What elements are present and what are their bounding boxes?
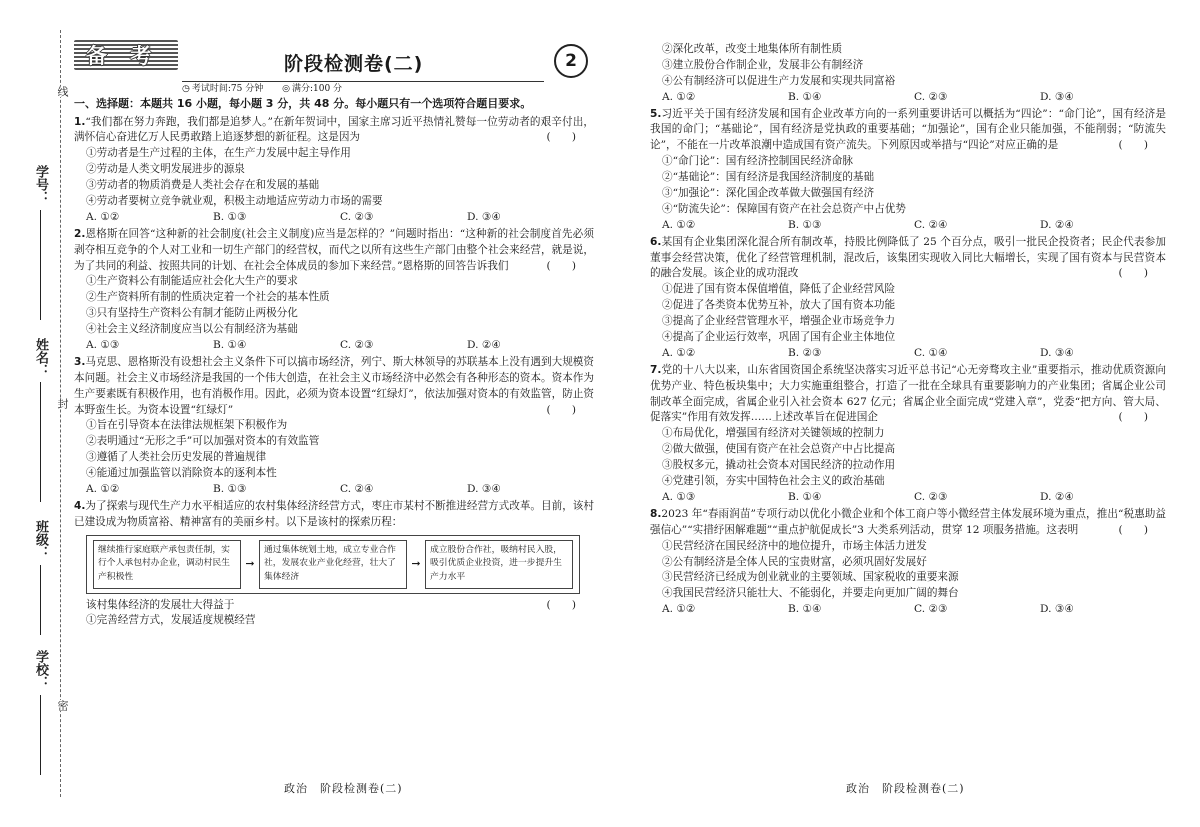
- choices: [650, 90, 1166, 106]
- question-number: 3.: [74, 355, 86, 368]
- choice-a: A. ①②: [662, 603, 696, 616]
- choice-a: A. ①②: [86, 482, 120, 495]
- choice-c: C. ②③: [914, 90, 948, 103]
- option: ①完善经营方式，发展适度规模经营: [86, 614, 256, 627]
- exam-title: 阶段检测卷(二): [284, 53, 424, 75]
- option: ④党建引领，夯实中国特色社会主义的政治基础: [662, 475, 885, 488]
- option: ②表明通过“无形之手”可以加强对资本的有效监管: [86, 435, 320, 448]
- option: ②“基础论”：国有经济是我国经济制度的基础: [662, 171, 875, 184]
- logo-text: 备 考: [86, 44, 160, 68]
- choice-b: B. ①③: [788, 218, 822, 231]
- option: ①劳动者是生产过程的主体，在生产力发展中起主导作用: [86, 147, 351, 160]
- name-label: 姓名：: [33, 338, 48, 377]
- question-4: [74, 499, 594, 629]
- question-6: [650, 235, 1166, 362]
- question-stem: [74, 115, 594, 147]
- student-id-label: 学号：: [33, 165, 48, 204]
- choice-a: A. ①③: [662, 490, 696, 503]
- clock-icon: ◷: [182, 84, 190, 94]
- question-2: [74, 227, 594, 354]
- reform-flow-chart: [86, 535, 580, 594]
- option: ②做大做强，使国有资产在社会总资产中占比提高: [662, 443, 896, 456]
- school-line: [40, 695, 41, 775]
- option: ①旨在引导资本在法律法规框架下积极作为: [86, 419, 288, 432]
- option: ④“防流失论”：保障国有资产在社会总资产中占优势: [662, 202, 906, 215]
- option: ①促进了国有资本保值增值，降低了企业经营风险: [662, 283, 896, 296]
- answer-bracket: ( ): [1118, 523, 1148, 536]
- option: ③遵循了人类社会历史发展的普遍规律: [86, 451, 267, 464]
- choices: [650, 602, 1166, 618]
- choice-d: D. ②④: [1040, 218, 1074, 231]
- option: ②劳动是人类文明发展进步的源泉: [86, 163, 245, 176]
- option: ③只有坚持生产资料公有制才能防止两极分化: [86, 307, 298, 320]
- option: ③提高了企业经营管理水平，增强企业市场竞争力: [662, 315, 896, 328]
- question-stem: [650, 363, 1166, 427]
- question-number: 8.: [650, 507, 662, 520]
- arrow-right-icon: ➞: [245, 556, 255, 570]
- choice-c: C. ②③: [340, 210, 374, 223]
- choices: [74, 482, 594, 498]
- option: ④劳动者要树立竞争就业观，积极主动地适应劳动力市场的需要: [86, 194, 383, 207]
- logo: [74, 40, 178, 70]
- option: ④公有制经济可以促进生产力发展和实现共同富裕: [662, 74, 896, 87]
- choices: [74, 338, 594, 354]
- choice-d: D. ②④: [467, 338, 501, 351]
- choice-d: D. ③④: [1040, 346, 1074, 359]
- exam-score: [282, 84, 342, 94]
- choice-b: B. ①④: [213, 338, 247, 351]
- exam-time: [182, 84, 263, 94]
- option: ③“加强论”：深化国企改革做大做强国有经济: [662, 187, 875, 200]
- arrow-right-icon: ➞: [411, 556, 421, 570]
- binding-margin: [0, 0, 69, 827]
- exam-number-badge: 2: [554, 44, 588, 78]
- option: ④社会主义经济制度应当以公有制经济为基础: [86, 323, 298, 336]
- choice-c: C. ②③: [340, 338, 374, 351]
- question-text: 某国有企业集团深化混合所有制改革，持股比例降低了 25 个百分点，吸引一批民企投资者；民企代表参加董事会经营决策，优化了经营管理机制，混改后，该集团实现收入同比大幅增长，实现了国有资本与民营资本的融合发展。该企业的成功混改: [650, 235, 1166, 280]
- choice-a: A. ①②: [662, 90, 696, 103]
- footer-left: 政治 阶段检测卷(二): [284, 782, 403, 795]
- score-icon: ◎: [282, 84, 290, 94]
- option: ②促进了各类资本优势互补，放大了国有资本功能: [662, 299, 896, 312]
- question-tail: [74, 598, 594, 614]
- question-number: 2.: [74, 227, 86, 240]
- exam-time-text: 考试时间:75 分钟: [191, 84, 264, 94]
- name-line: [40, 382, 41, 502]
- question-number: 5.: [650, 107, 662, 120]
- option: ④提高了企业运行效率，巩固了国有企业主体地位: [662, 331, 896, 344]
- question-text: 习近平关于国有经济发展和国有企业改革方向的一系列重要讲话可以概括为“四论”：“命门论”，国有经济是我国的命门；“基础论”，国有经济是党执政的重要基础；“加强论”，国有企业只能加强，不能削弱；“防流失论”，不能在一片改革浪潮中造成国有资产流失。下列原因或举措与“四论”对应正确的是: [650, 107, 1166, 152]
- question-5: [650, 107, 1166, 234]
- question-tail-text: 该村集体经济的发展壮大得益于: [86, 598, 235, 611]
- seal-char-secret: 密: [50, 700, 70, 711]
- question-1: [74, 115, 594, 226]
- choice-c: C. ②③: [914, 490, 948, 503]
- choice-a: A. ①②: [662, 218, 696, 231]
- option: ③民营经济已经成为创业就业的主要领域、国家税收的重要来源: [662, 571, 959, 584]
- question-text: 2023 年“春雨润苗”专项行动以优化小微企业和个体工商户等小微经营主体发展环境为重点，推出“税惠助益强信心”“实措纾困解难题”“重点护航促成长”3 大类系列活动，贯穿 12 项服务措施。这表明: [650, 507, 1166, 536]
- seal-char-seal: 封: [50, 398, 70, 409]
- answer-bracket: ( ): [546, 598, 576, 611]
- choice-d: D. ②④: [1040, 490, 1074, 503]
- flow-step-2: 通过集体统划土地，成立专业合作社，发展农业产业化经营，壮大了集体经济: [259, 540, 407, 589]
- question-4-continued: [650, 42, 1166, 106]
- choices: [650, 490, 1166, 506]
- choice-c: C. ②④: [914, 218, 948, 231]
- choice-a: A. ①③: [86, 338, 120, 351]
- question-text: 恩格斯在回答“这种新的社会制度(社会主义制度)应当是怎样的？”问题时指出：“这种新的社会制度首先必须剥夺相互竞争的个人对工业和一切生产部门的经营权，而代之以所有这些生产部门由整个社会来经营，就是说，为了共同的利益、按照共同的计划、在社会全体成员的参加下来经营。”恩格斯的回答告诉我们: [74, 227, 594, 272]
- choice-d: D. ③④: [467, 482, 501, 495]
- question-number: 4.: [74, 499, 86, 512]
- choice-b: B. ①③: [213, 482, 247, 495]
- answer-bracket: ( ): [546, 403, 576, 416]
- flow-step-1: 继续推行家庭联产承包责任制，实行个人承包村办企业，调动村民生产积极性: [93, 540, 241, 589]
- section-heading: 一、选择题：本题共 16 小题，每小题 3 分，共 48 分。每小题只有一个选项符合题目要求。: [74, 97, 532, 110]
- option: ①布局优化，增强国有经济对关键领域的控制力: [662, 427, 885, 440]
- exam-score-text: 满分:100 分: [291, 84, 343, 94]
- question-text: 党的十八大以来，山东省国资国企系统坚决落实习近平总书记“心无旁骛攻主业”重要指示，推动优质资源向优势产业、特色板块集中；大力实施重组整合，打造了一批在全球具有重要影响力的产业集团；省属企业公司制改革全面完成，省属企业引入社会资本 627 亿元；省属企业全面完成“党建入章”，党委“把方向、管大局、促落实”作用有效发挥……上述改革旨在促进国企: [650, 363, 1166, 424]
- option: ①民营经济在国民经济中的地位提升，市场主体活力迸发: [662, 539, 927, 552]
- flow-step-3: 成立股份合作社，吸纳村民入股，吸引优质企业投资，进一步提升生产力水平: [425, 540, 573, 589]
- choices: [650, 346, 1166, 362]
- right-column: [650, 42, 1166, 795]
- class-label: 班级：: [33, 520, 48, 559]
- exam-header: [74, 38, 594, 94]
- question-text: 马克思、恩格斯没有设想社会主义条件下可以搞市场经济，列宁、斯大林领导的苏联基本上没有遇到大规模资本问题。社会主义市场经济是我国的一个伟大创造，在社会主义市场经济中必然会有各种形态的资本。资本作为生产要素既有积极作用，也有消极作用。因此，必须为资本设置“红绿灯”，依法加强对资本的有效监管，防止资本野蛮生长。为资本设置“红绿灯”: [74, 355, 594, 416]
- exam-meta: [182, 83, 358, 97]
- answer-bracket: ( ): [1118, 267, 1148, 280]
- answer-bracket: ( ): [1118, 139, 1148, 152]
- choice-c: C. ②③: [914, 603, 948, 616]
- footer-right: 政治 阶段检测卷(二): [846, 782, 965, 795]
- choice-b: B. ②③: [788, 346, 822, 359]
- choice-a: A. ①②: [662, 346, 696, 359]
- choice-c: C. ②④: [340, 482, 374, 495]
- option: ②深化改革，改变土地集体所有制性质: [662, 43, 843, 55]
- choice-d: D. ③④: [1040, 603, 1074, 616]
- question-stem: [74, 227, 594, 275]
- option: ④我国民营经济只能壮大、不能弱化，并要走向更加广阔的舞台: [662, 587, 959, 600]
- header-rule: [182, 81, 544, 82]
- answer-bracket: ( ): [546, 259, 576, 272]
- choices: [650, 218, 1166, 234]
- question-stem: [650, 107, 1166, 155]
- option: ①“命门论”：国有经济控制国民经济命脉: [662, 155, 853, 168]
- student-id-line: [40, 210, 41, 320]
- question-7: [650, 363, 1166, 506]
- question-stem: [74, 499, 594, 531]
- class-line: [40, 565, 41, 635]
- binding-line: [60, 30, 61, 797]
- choice-a: A. ①②: [86, 210, 120, 223]
- question-number: 1.: [74, 115, 86, 128]
- seal-char-line: 线: [50, 86, 70, 97]
- choice-b: B. ①④: [788, 603, 822, 616]
- question-3: [74, 355, 594, 498]
- choice-d: D. ③④: [1040, 90, 1074, 103]
- question-8: [650, 507, 1166, 618]
- answer-bracket: ( ): [546, 131, 576, 144]
- choices: [74, 210, 594, 226]
- question-stem: [650, 507, 1166, 539]
- option: ③建立股份合作制企业，发展非公有制经济: [662, 58, 864, 71]
- option: ④能通过加强监管以消除资本的逐利本性: [86, 467, 277, 480]
- question-stem: [650, 235, 1166, 283]
- choice-b: B. ①③: [213, 210, 247, 223]
- choice-b: B. ①④: [788, 490, 822, 503]
- option: ②生产资料所有制的性质决定着一个社会的基本性质: [86, 291, 330, 304]
- answer-bracket: ( ): [1118, 411, 1148, 424]
- option: ③劳动者的物质消费是人类社会存在和发展的基础: [86, 179, 320, 192]
- school-label: 学校：: [33, 650, 48, 689]
- question-number: 7.: [650, 363, 662, 376]
- question-stem: [74, 355, 594, 419]
- left-column: [74, 38, 594, 795]
- question-text: 为了探索与现代生产力水平相适应的农村集体经济经营方式，枣庄市某村不断推进经营方式改革。目前，该村已建设成为物质富裕、精神富有的美丽乡村。以下是该村的探索历程：: [74, 499, 594, 528]
- option: ②公有制经济是全体人民的宝贵财富，必须巩固好发展好: [662, 555, 927, 568]
- choice-b: B. ①④: [788, 90, 822, 103]
- choice-d: D. ③④: [467, 210, 501, 223]
- choice-c: C. ①④: [914, 346, 948, 359]
- option: ③股权多元，撬动社会资本对国民经济的拉动作用: [662, 459, 896, 472]
- option: ①生产资料公有制能适应社会化大生产的要求: [86, 275, 298, 288]
- question-number: 6.: [650, 235, 662, 248]
- question-text: “我们都在努力奔跑，我们都是追梦人。”在新年贺词中，国家主席习近平热情礼赞每一位劳动者的艰辛付出，满怀信心奋进亿万人民勇敢踏上追逐梦想的新征程。这是因为: [74, 115, 594, 144]
